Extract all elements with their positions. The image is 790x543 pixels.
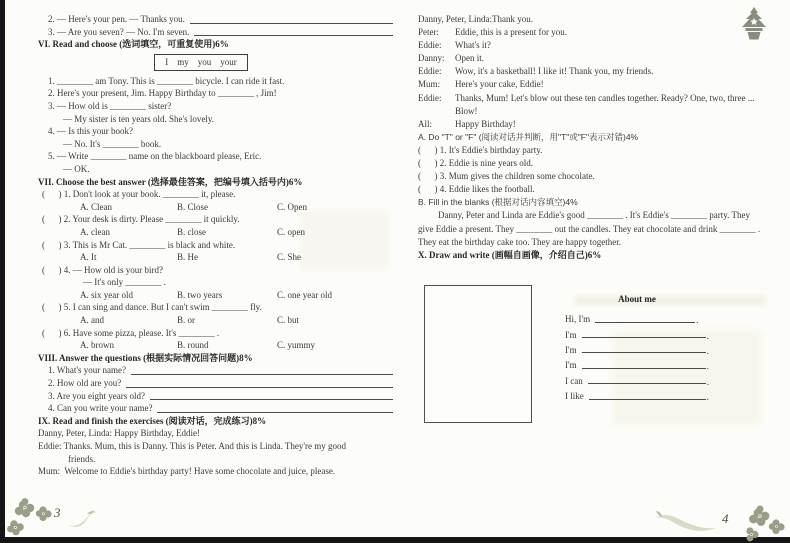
about-me-label: Hi, I'm	[565, 314, 591, 325]
scan-edge-left	[0, 0, 5, 543]
dialogue-text: What's it?	[455, 40, 491, 51]
line-period: .	[706, 330, 709, 341]
exercise-line: 4. — Is this your book?	[48, 126, 133, 137]
about-me-line	[565, 356, 709, 371]
options-row	[38, 251, 394, 264]
question-line: ( ) 4. — How old is your bird?	[42, 264, 163, 275]
option-a: A. Clean	[80, 201, 112, 212]
question-text: 2. How old are you?	[48, 378, 122, 389]
dialogue-line	[418, 105, 763, 118]
section-title-x: X. Draw and write (画幅自画像，介绍自己)6%	[418, 249, 602, 260]
dialogue-text: Blow!	[455, 105, 478, 116]
leaf-swoosh-right	[655, 508, 717, 536]
about-me-line	[565, 325, 709, 340]
option-c: C. one year old	[277, 289, 332, 300]
section-title-b: B. Fill in the blanks (根据对话内容填空)4%	[418, 197, 578, 208]
dialogue-text: Thank you.	[492, 14, 534, 24]
draw-and-write-area	[418, 272, 763, 424]
write-blank-line	[582, 352, 706, 353]
right-page	[418, 13, 763, 424]
about-me-label: I'm	[565, 329, 577, 340]
answer-blank-line	[150, 390, 393, 401]
option-b: B. round	[177, 340, 209, 351]
dialogue-text: Open it.	[455, 53, 484, 64]
write-blank-line	[595, 322, 695, 323]
write-blank-line	[582, 368, 706, 369]
flower-decoration-right	[736, 499, 786, 543]
write-blank-line	[588, 383, 706, 384]
leaf-swoosh-left	[67, 509, 97, 533]
speaker-label: All:	[418, 118, 433, 129]
tf-item: ( ) 3. Mum gives the children some chocolate.	[418, 171, 595, 182]
speaker-label: Eddie:	[418, 92, 442, 103]
section-title-viii: VIII. Answer the questions (根据实际情况回答问题)8%	[38, 352, 253, 363]
answer-blank-line	[131, 364, 393, 375]
speaker-label: Mum:	[418, 79, 441, 90]
write-blank-line	[582, 337, 706, 338]
dialogue-text: Happy Birthday!	[455, 118, 516, 129]
question-line: ( ) 2. Your desk is dirty. Please ________ it quickly.	[42, 214, 240, 225]
dialogue-line	[418, 118, 763, 131]
question-text: 4. Can you write your name?	[48, 403, 153, 414]
question-line	[38, 402, 394, 415]
dialogue-line	[418, 39, 763, 52]
answer-blank-line	[157, 402, 393, 413]
cloze-paragraph-line: Danny, Peter and Linda are Eddie's good ________ . It's Eddie's ________ party. They	[438, 210, 750, 221]
question-line	[38, 377, 394, 390]
exercise-line: — My sister is ten years old. She's lovely.	[63, 113, 215, 124]
option-b: B. He	[177, 252, 198, 263]
question-line	[38, 390, 394, 403]
answer-blank-line	[190, 13, 393, 24]
option-a: A. clean	[80, 226, 110, 237]
question-subline: — It's only ________ .	[83, 277, 166, 288]
question-line	[38, 364, 394, 377]
option-a: A. six year old	[80, 289, 133, 300]
option-b: B. or	[177, 315, 195, 326]
dialogue-line	[418, 92, 763, 105]
dialogue-line: friends.	[68, 453, 96, 464]
question-line: ( ) 5. I can sing and dance. But I can't swim ________ fly.	[42, 302, 262, 313]
about-me-line	[565, 310, 709, 325]
page-number-right: 4	[722, 511, 729, 526]
flower-decoration-left	[6, 493, 58, 539]
option-c: C. Open	[277, 201, 307, 212]
exercise-line: 1. ________ am Tony. This is ________ bicycle. I can ride it fast.	[48, 75, 285, 86]
tree-icon	[737, 7, 771, 43]
exercise-line: — No. It's ________ book.	[63, 138, 162, 149]
dialogue-text: Wow, it's a basketball! I like it! Thank you, my friends.	[455, 66, 654, 77]
option-a: A. brown	[80, 340, 114, 351]
tf-item: ( ) 1. It's Eddie's birthday party.	[418, 144, 543, 155]
about-me-label: I can	[565, 375, 583, 386]
option-a: A. and	[80, 315, 104, 326]
options-row	[38, 314, 394, 327]
speaker-label: Danny, Peter, Linda:	[418, 14, 493, 24]
exercise-line	[38, 13, 394, 26]
options-row	[38, 289, 394, 302]
dialogue-text: Here's your cake, Eddie!	[455, 79, 544, 90]
self-portrait-drawing-box	[424, 285, 532, 423]
line-period: .	[706, 392, 709, 403]
option-c: C. open	[277, 226, 305, 237]
about-me-label: I'm	[565, 360, 577, 371]
dialogue-line	[418, 78, 763, 91]
exercise-text: 2. — Here's your pen. — Thanks you.	[48, 14, 185, 24]
exercise-line: 3. — How old is ________ sister?	[48, 100, 172, 111]
scan-edge-bottom	[0, 537, 790, 543]
dialogue-line: Danny, Peter, Linda: Happy Birthday, Eddie!	[38, 428, 200, 439]
line-period: .	[696, 315, 699, 326]
about-me-label: I like	[565, 391, 584, 402]
option-c: C. She	[277, 252, 302, 263]
question-line: ( ) 1. Don't look at your book. ________ it, please.	[42, 189, 236, 200]
exercise-line: 5. — Write ________ name on the blackboard please, Eric.	[48, 151, 262, 162]
speaker-label: Eddie:	[418, 66, 442, 77]
exercise-line: — OK.	[63, 163, 90, 174]
option-c: C. yummy	[277, 340, 316, 351]
dialogue-text: Eddie, this is a present for you.	[455, 27, 567, 38]
tf-item: ( ) 4. Eddie likes the football.	[418, 184, 535, 195]
dialogue-text: Thanks, Mum! Let's blow out these ten candles together. Ready? One, two, three ...	[455, 92, 755, 103]
dialogue-line	[418, 26, 763, 39]
answer-blank-line	[194, 26, 393, 37]
options-row	[38, 226, 394, 239]
section-title-vii: VII. Choose the best answer (选择最佳答案，把编号填入括号内)6%	[38, 176, 303, 187]
word-bank-box: I my you your	[154, 54, 248, 71]
exercise-line: 2. Here's your present, Jim. Happy Birthday to ________ , Jim!	[48, 88, 277, 99]
about-me-line	[565, 387, 709, 402]
option-b: B. close	[177, 226, 206, 237]
cloze-paragraph-line: give Eddie a present. They ________ out the candles. They eat chocolate and drink ________ .	[418, 223, 761, 234]
options-row	[38, 339, 394, 352]
page-number-left: 3	[54, 505, 61, 520]
about-me-label: I'm	[565, 344, 577, 355]
dialogue-line	[418, 13, 763, 26]
options-row	[38, 201, 394, 214]
answer-blank-line	[126, 377, 393, 388]
line-period: .	[706, 361, 709, 372]
speaker-label: Danny:	[418, 53, 445, 64]
question-line: ( ) 6. Have some pizza, please. It's ________ .	[42, 327, 220, 338]
option-b: B. Close	[177, 201, 209, 212]
line-period: .	[706, 376, 709, 387]
dialogue-line: Mum: Welcome to Eddie's birthday party! Have some chocolate and juice, please.	[38, 466, 336, 477]
option-c: C. but	[277, 315, 300, 326]
question-line: ( ) 3. This is Mr Cat. ________ is black and white.	[42, 239, 236, 250]
section-title-ix: IX. Read and finish the exercises (阅读对话，完成练习)8%	[38, 415, 267, 426]
exercise-text: 3. — Are you seven? — No. I'm seven.	[48, 26, 190, 37]
section-title-vi: VI. Read and choose (选词填空，可重复使用)6%	[38, 39, 229, 50]
about-me-line	[565, 371, 709, 386]
left-page	[38, 13, 394, 478]
option-a: A. It	[80, 252, 97, 263]
cloze-paragraph-line: They eat the birthday cake too. They are happy together.	[418, 236, 622, 247]
write-blank-line	[589, 399, 706, 400]
speaker-label: Eddie:	[418, 40, 442, 51]
speaker-label: Peter:	[418, 27, 439, 38]
question-text: 1. What's your name?	[48, 365, 126, 376]
dialogue-line	[418, 65, 763, 78]
exercise-line	[38, 26, 394, 39]
option-b: B. two years	[177, 289, 223, 300]
speaker-label	[418, 105, 455, 118]
tf-item: ( ) 2. Eddie is nine years old.	[418, 158, 533, 169]
line-period: .	[706, 345, 709, 356]
about-me-form	[565, 294, 709, 402]
section-title-a: A. Do "T" or "F" (阅读对话并判断，用"T"或"F"表示对错)4%	[418, 131, 639, 142]
about-me-title: About me	[618, 293, 656, 304]
dialogue-line	[418, 52, 763, 65]
about-me-line	[565, 341, 709, 356]
question-text: 3. Are you eight years old?	[48, 390, 145, 401]
dialogue-line: Eddie: Thanks. Mum, this is Danny. This is Peter. And this is Linda. They're my good	[38, 441, 347, 451]
